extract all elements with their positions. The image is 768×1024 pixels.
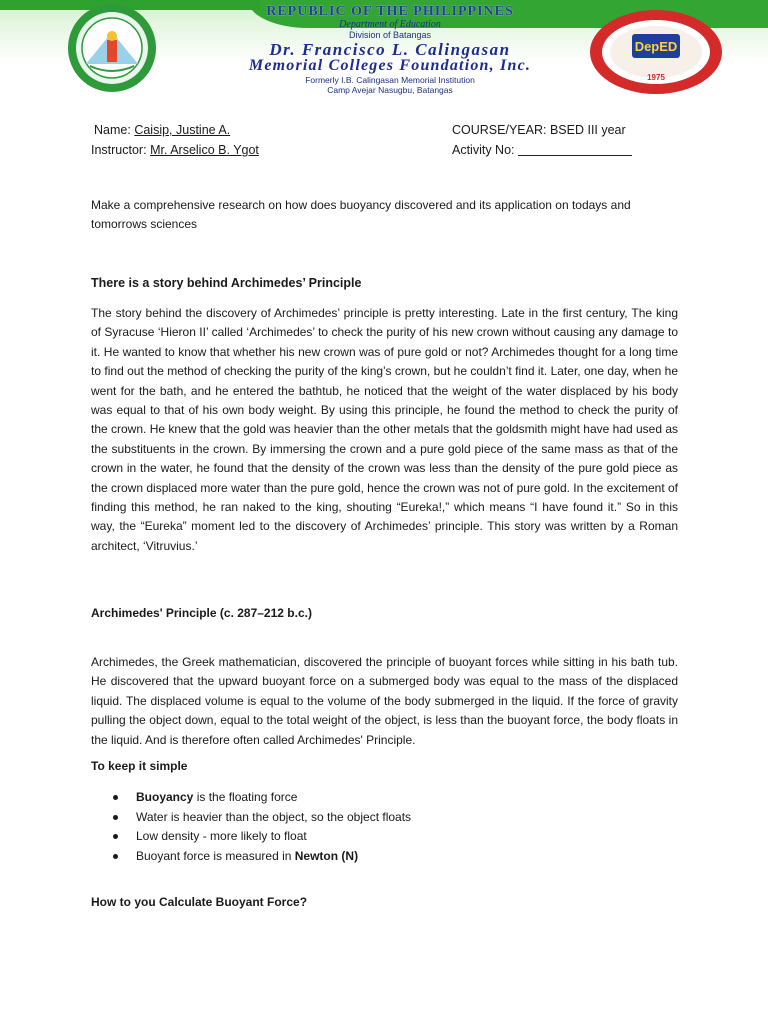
- letterhead: [0, 0, 768, 100]
- activity-label: Activity No:: [452, 143, 515, 157]
- list-item: [91, 788, 411, 808]
- course-label: COURSE/YEAR:: [452, 123, 547, 137]
- seal-deped-text: DepED: [634, 39, 678, 54]
- section2-heading: Archimedes' Principle (c. 287–212 b.c.): [91, 606, 312, 620]
- list-item: [91, 847, 411, 867]
- simple-bullet-list: [91, 788, 411, 866]
- instructor-field: [91, 143, 259, 157]
- simple-heading: To keep it simple: [91, 759, 188, 773]
- activity-field: [452, 143, 632, 157]
- bullet-icon: [113, 854, 118, 859]
- instructor-label: Instructor:: [91, 143, 147, 157]
- course-field: [452, 123, 626, 137]
- activity-blank: [518, 143, 632, 156]
- bullet-text: Low density - more likely to float: [136, 829, 307, 844]
- section3-heading: How to you Calculate Buoyant Force?: [91, 895, 308, 909]
- seal-year: 1975: [647, 73, 665, 82]
- course-value: BSED III year: [549, 123, 626, 137]
- division-seal-icon: [586, 8, 726, 96]
- bullet-bold: Buoyancy: [136, 790, 194, 804]
- bullet-bold: Newton (N): [294, 848, 359, 863]
- school-name-line2: Memorial Colleges Foundation, Inc.: [248, 57, 532, 74]
- list-item: [91, 808, 411, 828]
- republic-title: REPUBLIC OF THE PHILIPPINES: [266, 4, 514, 19]
- bullet-icon: [113, 795, 118, 800]
- bullet-text: is the floating force: [193, 790, 298, 804]
- instructor-value: Mr. Arselico B. Ygot: [150, 143, 259, 157]
- section1-body: The story behind the discovery of Archimedes’ principle is pretty interesting. Late in the first century, The king of Syracuse ‘Hieron II’ called ‘Archimedes’ to check the purity of his new crown without causing any damage to it. He wanted to know that whether his new crown was of pure gold or not? Archimedes thought for a long time to find out the method of checking the purity of the king’s crown, but he couldn’t find it. Later, one day, when he went for the bath, and he entered the bathtub, he noticed that the weight of the water displaced by his body was equal to that of his own body weight. By using this principle, he found the method to check the purity of the crown. He knew that the gold was heavier than the other metals that the goldsmith might have had used as the substituents in the crown. By immersing the crown and a pure gold piece of the same mass as that of the crown in the water, he found that the density of the crown was less than the density of the pure gold piece as the crown displaced more water than the pure gold, hence the crown was not of pure gold. In the excitement of finding this method, he ran naked to the king, shouting “Eureka!,” which means “I have found it.” So in this way, the “Eureka” moment led to the discovery of Archimedes’ principle. This story was written by a Roman architect, ‘Vitruvius.’: [91, 306, 679, 553]
- name-field: [94, 123, 230, 137]
- bullet-text: Water is heavier than the object, so the object floats: [136, 809, 412, 824]
- section1-heading: There is a story behind Archimedes’ Principle: [91, 276, 362, 290]
- bullet-icon: [113, 815, 118, 820]
- name-value: Caisip, Justine A.: [134, 123, 231, 137]
- section2-body: Archimedes, the Greek mathematician, discovered the principle of buoyant forces while sitting in his bath tub. He discovered that the upward buoyant force on a submerged body was equal to the mass of the displaced liquid. The displaced volume is equal to the volume of the body submerged in the liquid. If the force of gravity pulling the object down, equal to the total weight of the object, is less than the buoyant force, the body floats in the liquid. And is therefore often called Archimedes' Principle.: [91, 655, 678, 747]
- bullet-text: Buoyant force is measured in: [136, 848, 295, 863]
- department-line: Department of Education: [339, 19, 441, 30]
- name-label: Name:: [94, 123, 131, 137]
- bullet-icon: [113, 834, 118, 839]
- research-prompt: Make a comprehensive research on how does buoyancy discovered and its application on todays and tomorrows sciences: [91, 198, 631, 232]
- formerly-line: Formerly I.B. Calingasan Memorial Institution: [305, 75, 475, 85]
- address-line: Camp Avejar Nasugbu, Batangas: [327, 85, 453, 95]
- division-line: Division of Batangas: [348, 30, 432, 40]
- school-name-line1: Dr. Francisco L. Calingasan: [269, 40, 511, 59]
- list-item: [91, 827, 411, 847]
- school-seal-icon: [64, 2, 160, 94]
